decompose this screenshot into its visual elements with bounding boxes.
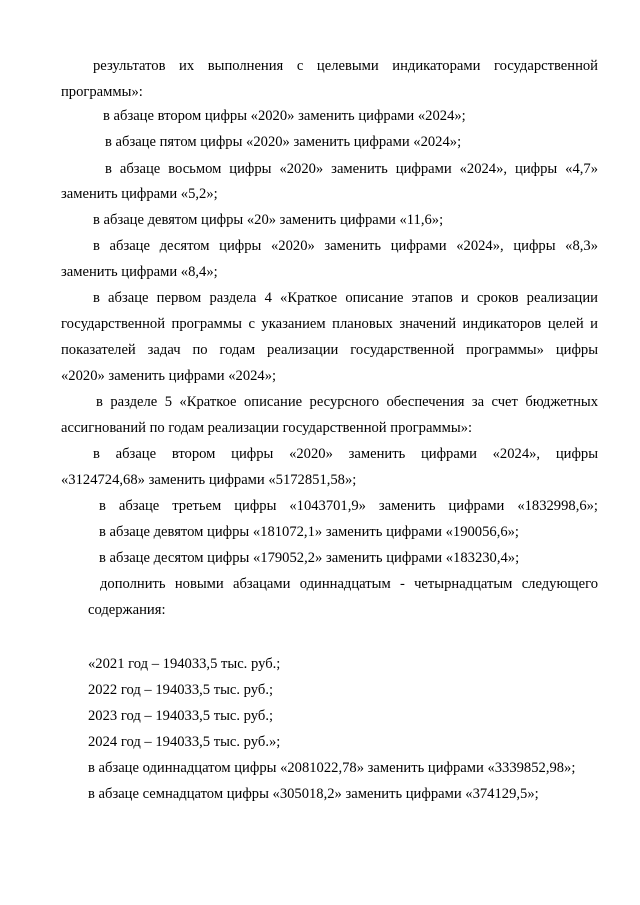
text-line: содержания:: [88, 602, 166, 618]
text-line: в абзаце пятом цифры «2020» заменить цифрами «2024»;: [105, 134, 462, 150]
text-line: ассигнований по годам реализации государственной программы»:: [61, 420, 473, 436]
text-line: «2020» заменить цифрами «2024»;: [61, 368, 277, 384]
text-line: в абзаце втором цифры «2020» заменить цифрами «2024»;: [103, 108, 466, 124]
text-line: в абзаце одиннадцатом цифры «2081022,78» заменить цифрами «3339852,98»;: [88, 760, 576, 776]
text-line: «2021 год – 194033,5 тыс. руб.;: [88, 656, 281, 672]
text-line: 2022 год – 194033,5 тыс. руб.;: [88, 682, 274, 698]
text-line: в абзаце десятом цифры «179052,2» заменить цифрами «183230,4»;: [99, 550, 520, 566]
text-line: в абзаце девятом цифры «181072,1» заменить цифрами «190056,6»;: [99, 524, 519, 540]
text-line: результатов их выполнения с целевыми индикаторами государственной: [93, 58, 598, 74]
text-line: в абзаце семнадцатом цифры «305018,2» заменить цифрами «374129,5»;: [88, 786, 539, 802]
text-line: в абзаце десятом цифры «2020» заменить цифрами «2024», цифры «8,3»: [93, 238, 598, 254]
text-line: заменить цифрами «5,2»;: [61, 186, 218, 202]
text-line: в абзаце втором цифры «2020» заменить цифрами «2024», цифры: [93, 446, 598, 462]
text-line: показателей задач по годам реализации государственной программы» цифры: [61, 342, 598, 358]
text-line: программы»:: [61, 84, 143, 100]
text-line: в абзаце первом раздела 4 «Краткое описание этапов и сроков реализации: [93, 290, 598, 306]
text-line: в абзаце третьем цифры «1043701,9» заменить цифрами «1832998,6»;: [99, 498, 598, 514]
text-line: в абзаце девятом цифры «20» заменить цифрами «11,6»;: [93, 212, 444, 228]
text-line: государственной программы с указанием плановых значений индикаторов целей и: [61, 316, 598, 332]
text-line: в разделе 5 «Краткое описание ресурсного обеспечения за счет бюджетных: [96, 394, 598, 410]
text-line: дополнить новыми абзацами одиннадцатым - четырнадцатым следующего: [100, 576, 598, 592]
text-line: «3124724,68» заменить цифрами «5172851,58»;: [61, 472, 357, 488]
text-line: 2024 год – 194033,5 тыс. руб.»;: [88, 734, 281, 750]
text-line: в абзаце восьмом цифры «2020» заменить цифрами «2024», цифры «4,7»: [105, 161, 598, 177]
text-line: заменить цифрами «8,4»;: [61, 264, 218, 280]
text-line: 2023 год – 194033,5 тыс. руб.;: [88, 708, 274, 724]
